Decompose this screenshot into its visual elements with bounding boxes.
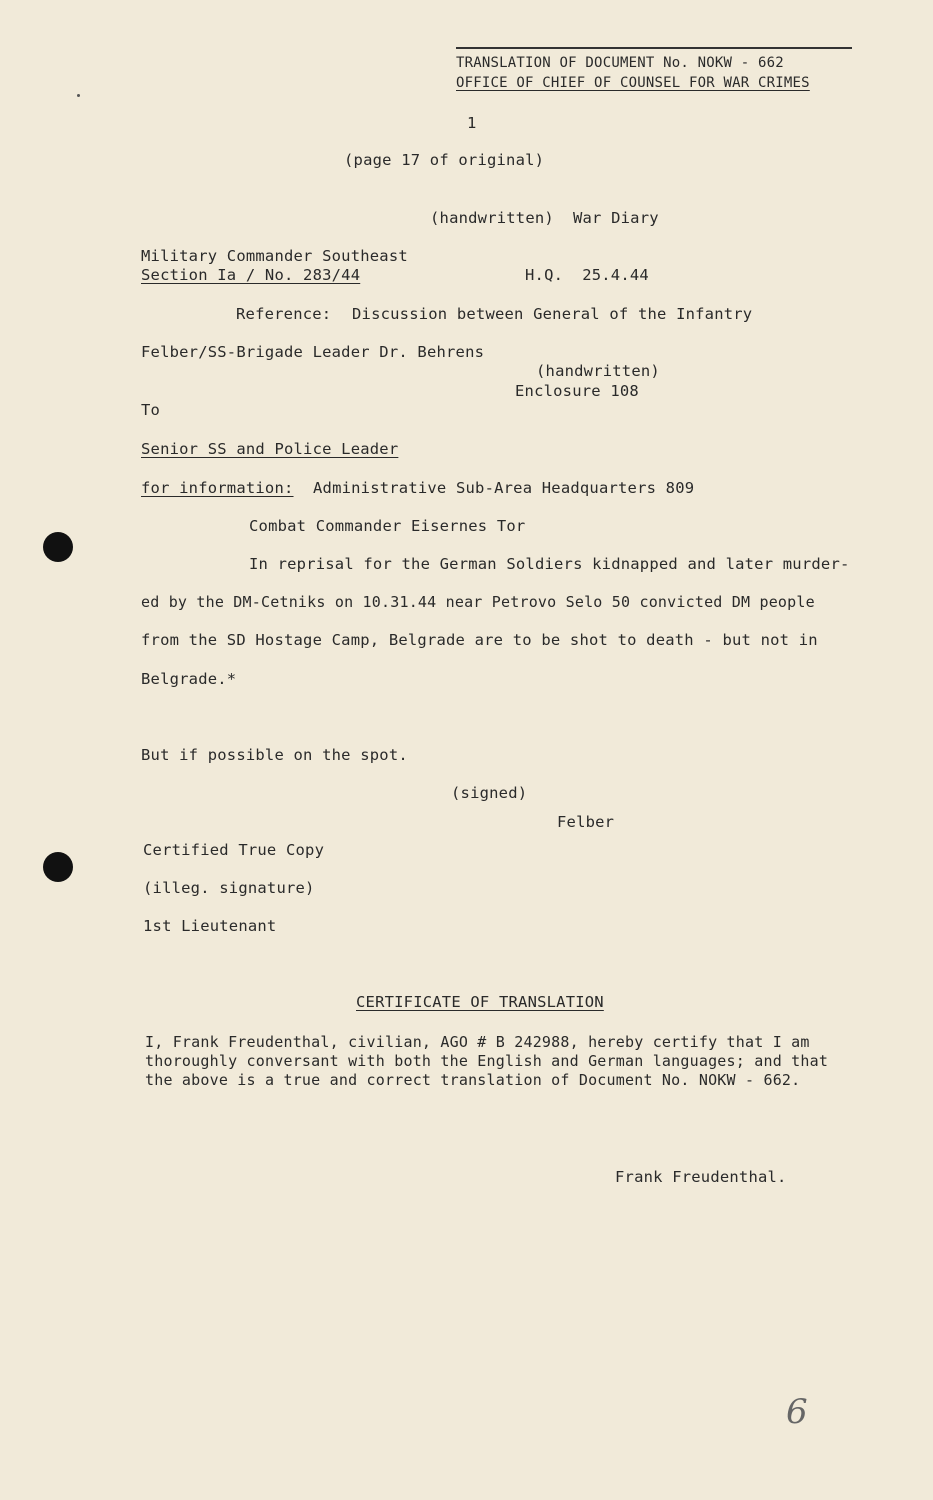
certified-copy: Certified True Copy: [143, 841, 325, 859]
enclosure-number: Enclosure 108: [515, 382, 639, 400]
body-line-3: from the SD Hostage Camp, Belgrade are to be shot to death - but not in: [141, 631, 818, 649]
recipient: Senior SS and Police Leader: [141, 440, 399, 458]
page-number: 1: [467, 114, 477, 132]
certifier-rank: 1st Lieutenant: [143, 917, 277, 935]
body-line-2: ed by the DM-Cetniks on 10.31.44 near Petrovo Selo 50 convicted DM people: [141, 593, 815, 611]
enclosure-note: (handwritten): [536, 362, 660, 380]
certificate-title: CERTIFICATE OF TRANSLATION: [356, 993, 604, 1011]
hq-date: H.Q. 25.4.44: [525, 266, 649, 284]
header-line-2: OFFICE OF CHIEF OF COUNSEL FOR WAR CRIMES: [456, 75, 810, 91]
translator-signature: Frank Freudenthal.: [615, 1168, 787, 1186]
sender-line-2: Section Ia / No. 283/44: [141, 266, 361, 284]
header-line-1: TRANSLATION OF DOCUMENT No. NOKW - 662: [456, 55, 784, 71]
certificate-line-1: I, Frank Freudenthal, civilian, AGO # B 242988, hereby certify that I am: [145, 1033, 810, 1051]
certificate-line-3: the above is a true and correct translation of Document No. NOKW - 662.: [145, 1071, 801, 1089]
body-line-1: In reprisal for the German Soldiers kidnapped and later murder-: [249, 555, 850, 573]
war-diary-note: (handwritten) War Diary: [430, 209, 659, 227]
for-information-label: for information:: [141, 479, 294, 497]
signer-name: Felber: [557, 813, 615, 831]
reference-line-2: Felber/SS-Brigade Leader Dr. Behrens: [141, 343, 485, 361]
signed-note: (signed): [451, 784, 528, 802]
for-information-line-2: Combat Commander Eisernes Tor: [249, 517, 526, 535]
body-line-4: Belgrade.*: [141, 670, 237, 688]
handwritten-page-number: 6: [786, 1392, 808, 1432]
illegible-signature: (illeg. signature): [143, 879, 315, 897]
reference-text: Discussion between General of the Infantry: [352, 305, 753, 323]
punch-hole-bottom: [43, 852, 73, 882]
header-rule: [456, 47, 852, 49]
punch-hole-top: [43, 532, 73, 562]
margin-mark: [77, 94, 80, 97]
for-information-line-1: Administrative Sub-Area Headquarters 809: [313, 479, 695, 497]
original-page-note: (page 17 of original): [344, 151, 545, 169]
body-footnote: But if possible on the spot.: [141, 746, 408, 764]
sender-line-1: Military Commander Southeast: [141, 247, 408, 265]
reference-label: Reference:: [236, 305, 332, 323]
certificate-line-2: thoroughly conversant with both the English and German languages; and that: [145, 1052, 829, 1070]
to-label: To: [141, 401, 161, 419]
